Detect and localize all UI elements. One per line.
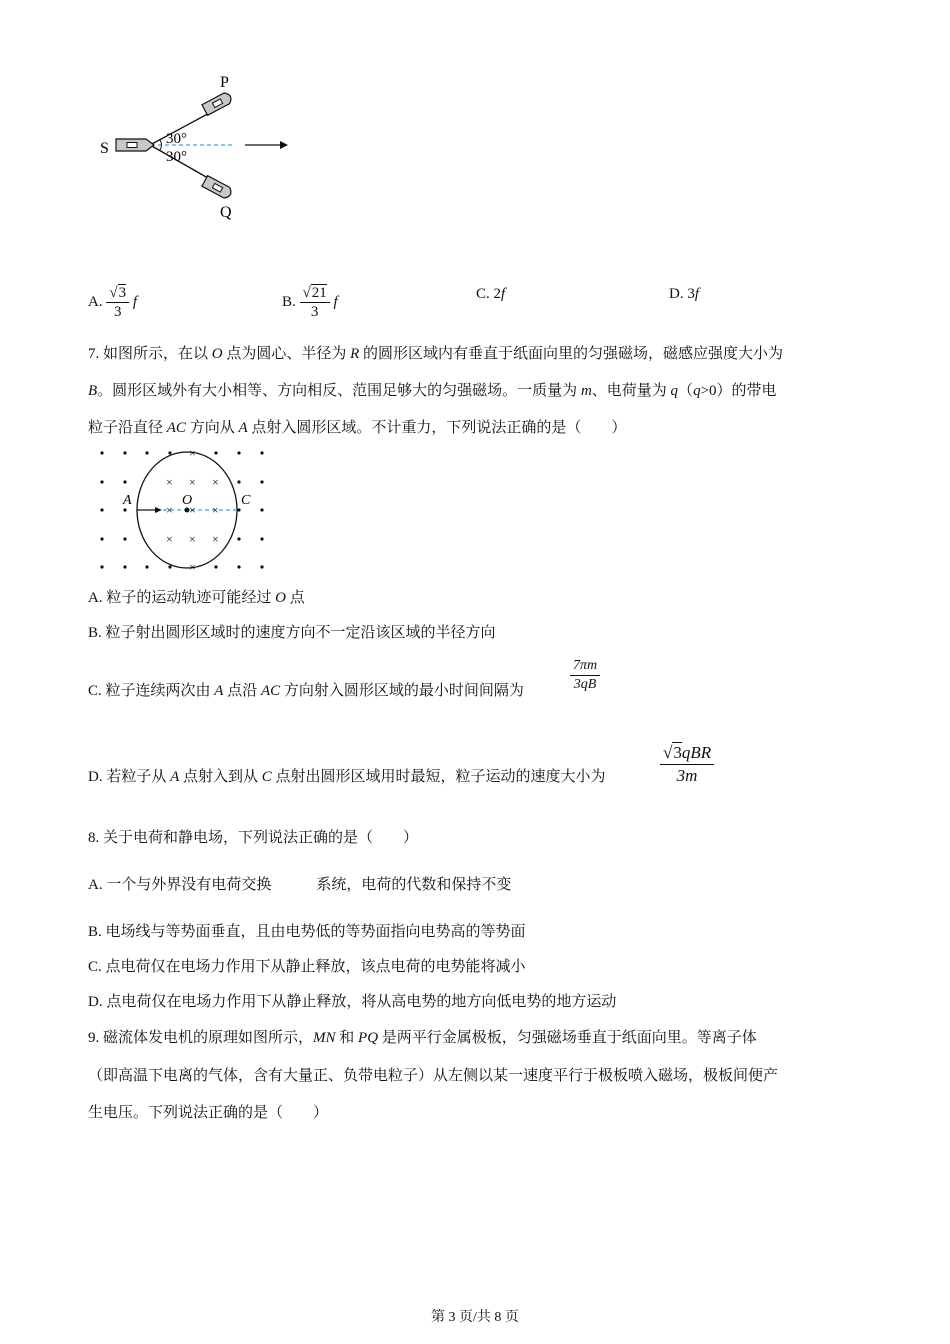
math-variable: C xyxy=(261,769,272,785)
out-of-page-dot-icon xyxy=(237,451,240,454)
math-variable: AC xyxy=(260,683,281,699)
into-page-cross-icon: × xyxy=(166,503,173,517)
into-page-cross-icon: × xyxy=(189,503,196,517)
q7-option-a xyxy=(88,588,305,608)
math-variable: A xyxy=(214,683,224,699)
out-of-page-dot-icon xyxy=(260,480,263,483)
q8-option-b xyxy=(88,922,526,942)
out-of-page-dot-icon xyxy=(123,537,126,540)
text-segment: 方向从 xyxy=(185,420,239,436)
text-segment: D. 若粒子从 xyxy=(88,769,171,785)
q8-stem xyxy=(88,828,418,848)
into-page-cross-icon: × xyxy=(212,532,219,546)
text-segment: 点为圆心、半径为 xyxy=(222,346,351,362)
out-of-page-dot-icon xyxy=(214,565,217,568)
out-of-page-dot-icon xyxy=(214,451,217,454)
out-of-page-dot-icon xyxy=(237,565,240,568)
text-segment: 和 xyxy=(335,1030,359,1046)
text-segment: C. 点电荷仅在电场力作用下从静止释放，该点电荷的电势能将减小 xyxy=(88,959,526,975)
out-of-page-dot-icon xyxy=(145,451,148,454)
out-of-page-dot-icon xyxy=(100,480,103,483)
q7-option-d-fraction: √3qBR 3m xyxy=(660,742,714,787)
denominator: 3qB xyxy=(573,677,597,692)
out-of-page-dot-icon xyxy=(123,508,126,511)
text-segment: 8. 关于电荷和静电场，下列说法正确的是（ ） xyxy=(88,830,419,846)
q6-option-a xyxy=(88,284,137,321)
text-segment: 是两平行金属极板，匀强磁场垂直于纸面向里。等离子体 xyxy=(378,1030,757,1046)
denominator: 3m xyxy=(676,766,698,785)
option-label: B. xyxy=(282,293,296,310)
variable: f xyxy=(132,293,137,310)
into-page-cross-icon: × xyxy=(189,446,196,460)
out-of-page-dot-icon xyxy=(123,451,126,454)
text-segment: 。圆形区域外有大小相等、方向相反、范围足够大的匀强磁场。一质量为 xyxy=(97,383,581,399)
label-O: O xyxy=(182,493,193,508)
out-of-page-dot-icon xyxy=(260,508,263,511)
q7-option-b xyxy=(88,623,496,643)
label-Q: Q xyxy=(220,204,232,221)
text-segment: 点射入圆形区域。不计重力，下列说法正确的是（ ） xyxy=(247,420,627,436)
boats-figure xyxy=(90,65,300,225)
math-variable: MN xyxy=(313,1030,336,1046)
out-of-page-dot-icon xyxy=(100,508,103,511)
angle-bottom: 30° xyxy=(166,149,187,165)
math-variable: B xyxy=(88,383,98,399)
text-segment: B. 电场线与等势面垂直，且由电势低的等势面指向电势高的等势面 xyxy=(88,924,526,940)
text-segment: 7. 如图所示，在以 xyxy=(88,346,212,362)
q7-option-d xyxy=(88,767,606,787)
variable: f xyxy=(694,286,700,302)
variable: f xyxy=(501,286,506,302)
into-page-cross-icon: × xyxy=(212,503,219,517)
denominator: 3 xyxy=(310,304,319,320)
variable: f xyxy=(333,293,338,310)
text-segment: B. 粒子射出圆形区域时的速度方向不一定沿该区域的半径方向 xyxy=(88,625,496,641)
q9-stem-line-2 xyxy=(88,1066,778,1086)
text-segment: 点射入到从 xyxy=(179,769,262,785)
radicand: 3 xyxy=(118,285,127,301)
math-variable: q xyxy=(670,383,679,399)
label-S: S xyxy=(100,140,109,157)
math-variable: A xyxy=(170,769,180,785)
option-label: C. 2 xyxy=(476,286,502,302)
out-of-page-dot-icon xyxy=(260,451,263,454)
fraction: $\frac{√21}{3}$ xyxy=(300,284,330,321)
numerator-rest: qBR xyxy=(681,743,712,762)
out-of-page-dot-icon xyxy=(260,537,263,540)
text-segment: （ xyxy=(678,383,694,399)
q7-stem-line-2 xyxy=(88,381,777,401)
label-A: A xyxy=(123,493,132,508)
radicand: 3 xyxy=(673,743,682,762)
out-of-page-dot-icon xyxy=(237,537,240,540)
label-C: C xyxy=(241,493,251,508)
math-variable: m xyxy=(580,383,592,399)
into-page-cross-icon: × xyxy=(189,532,196,546)
out-of-page-dot-icon xyxy=(123,565,126,568)
math-variable: O xyxy=(211,346,223,362)
radicand: 21 xyxy=(311,285,327,301)
option-label: A. xyxy=(88,293,103,310)
text-segment: 、电荷量为 xyxy=(591,383,671,399)
out-of-page-dot-icon xyxy=(237,480,240,483)
text-segment: A. 一个与外界没有电荷交换 系统，电荷的代数和保持不变 xyxy=(88,877,512,893)
label-P: P xyxy=(220,74,229,91)
math-variable: PQ xyxy=(358,1030,379,1046)
into-page-cross-icon: × xyxy=(212,475,219,489)
text-segment: >0）的带电 xyxy=(700,383,777,399)
text-segment: 粒子沿直径 xyxy=(88,420,167,436)
math-variable: R xyxy=(350,346,360,362)
denominator: 3 xyxy=(113,304,122,320)
numerator: 7πm xyxy=(570,657,600,676)
option-label: D. 3 xyxy=(669,286,695,302)
q6-option-c xyxy=(476,286,505,303)
out-of-page-dot-icon xyxy=(100,565,103,568)
page-footer: 第 3 页/共 8 页 xyxy=(431,1310,519,1325)
text-segment: C. 粒子连续两次由 xyxy=(88,683,215,699)
out-of-page-dot-icon xyxy=(237,508,240,511)
q6-option-b xyxy=(282,284,338,321)
out-of-page-dot-icon xyxy=(100,451,103,454)
out-of-page-dot-icon xyxy=(260,565,263,568)
q8-option-d xyxy=(88,992,616,1012)
math-variable: O xyxy=(275,590,286,606)
angle-top: 30° xyxy=(166,131,187,147)
q7-stem-line-3 xyxy=(88,418,626,438)
text-segment: 9. 磁流体发电机的原理如图所示， xyxy=(88,1030,314,1046)
out-of-page-dot-icon xyxy=(168,451,171,454)
text-segment: D. 点电荷仅在电场力作用下从静止释放，将从高电势的地方向低电势的地方运动 xyxy=(88,994,617,1010)
q7-option-c-fraction xyxy=(570,657,600,694)
magnetic-field-figure xyxy=(95,445,285,575)
q6-option-d xyxy=(669,286,699,303)
out-of-page-dot-icon xyxy=(145,565,148,568)
fraction: $\frac{√3}{3}$ xyxy=(106,284,129,321)
q7-option-c xyxy=(88,681,524,701)
math-variable: A xyxy=(238,420,248,436)
math-variable: AC xyxy=(166,420,186,436)
text-segment: 的圆形区域内有垂直于纸面向里的匀强磁场，磁感应强度大小为 xyxy=(359,346,784,362)
q8-option-c xyxy=(88,957,526,977)
text-segment: A. 粒子的运动轨迹可能经过 xyxy=(88,590,276,606)
text-segment: 点 xyxy=(285,590,305,606)
q8-option-a xyxy=(88,875,511,895)
out-of-page-dot-icon xyxy=(100,537,103,540)
math-variable: q xyxy=(693,383,701,399)
into-page-cross-icon: × xyxy=(189,560,196,574)
into-page-cross-icon: × xyxy=(189,475,196,489)
into-page-cross-icon: × xyxy=(166,532,173,546)
into-page-cross-icon: × xyxy=(166,475,173,489)
text-segment: 生电压。下列说法正确的是（ ） xyxy=(88,1105,329,1121)
text-segment: （即高温下电离的气体，含有大量正、负带电粒子）从左侧以某一速度平行于极板喷入磁场，极板间便产 xyxy=(88,1068,779,1084)
text-segment: 方向射入圆形区域的最小时间间隔为 xyxy=(280,683,524,699)
q7-stem-line-1 xyxy=(88,344,783,364)
text-segment: 点射出圆形区域用时最短，粒子运动的速度大小为 xyxy=(271,769,606,785)
q9-stem-line-3 xyxy=(88,1103,328,1123)
q9-stem-line-1 xyxy=(88,1028,757,1048)
text-segment: 点沿 xyxy=(223,683,261,699)
out-of-page-dot-icon xyxy=(168,565,171,568)
out-of-page-dot-icon xyxy=(123,480,126,483)
